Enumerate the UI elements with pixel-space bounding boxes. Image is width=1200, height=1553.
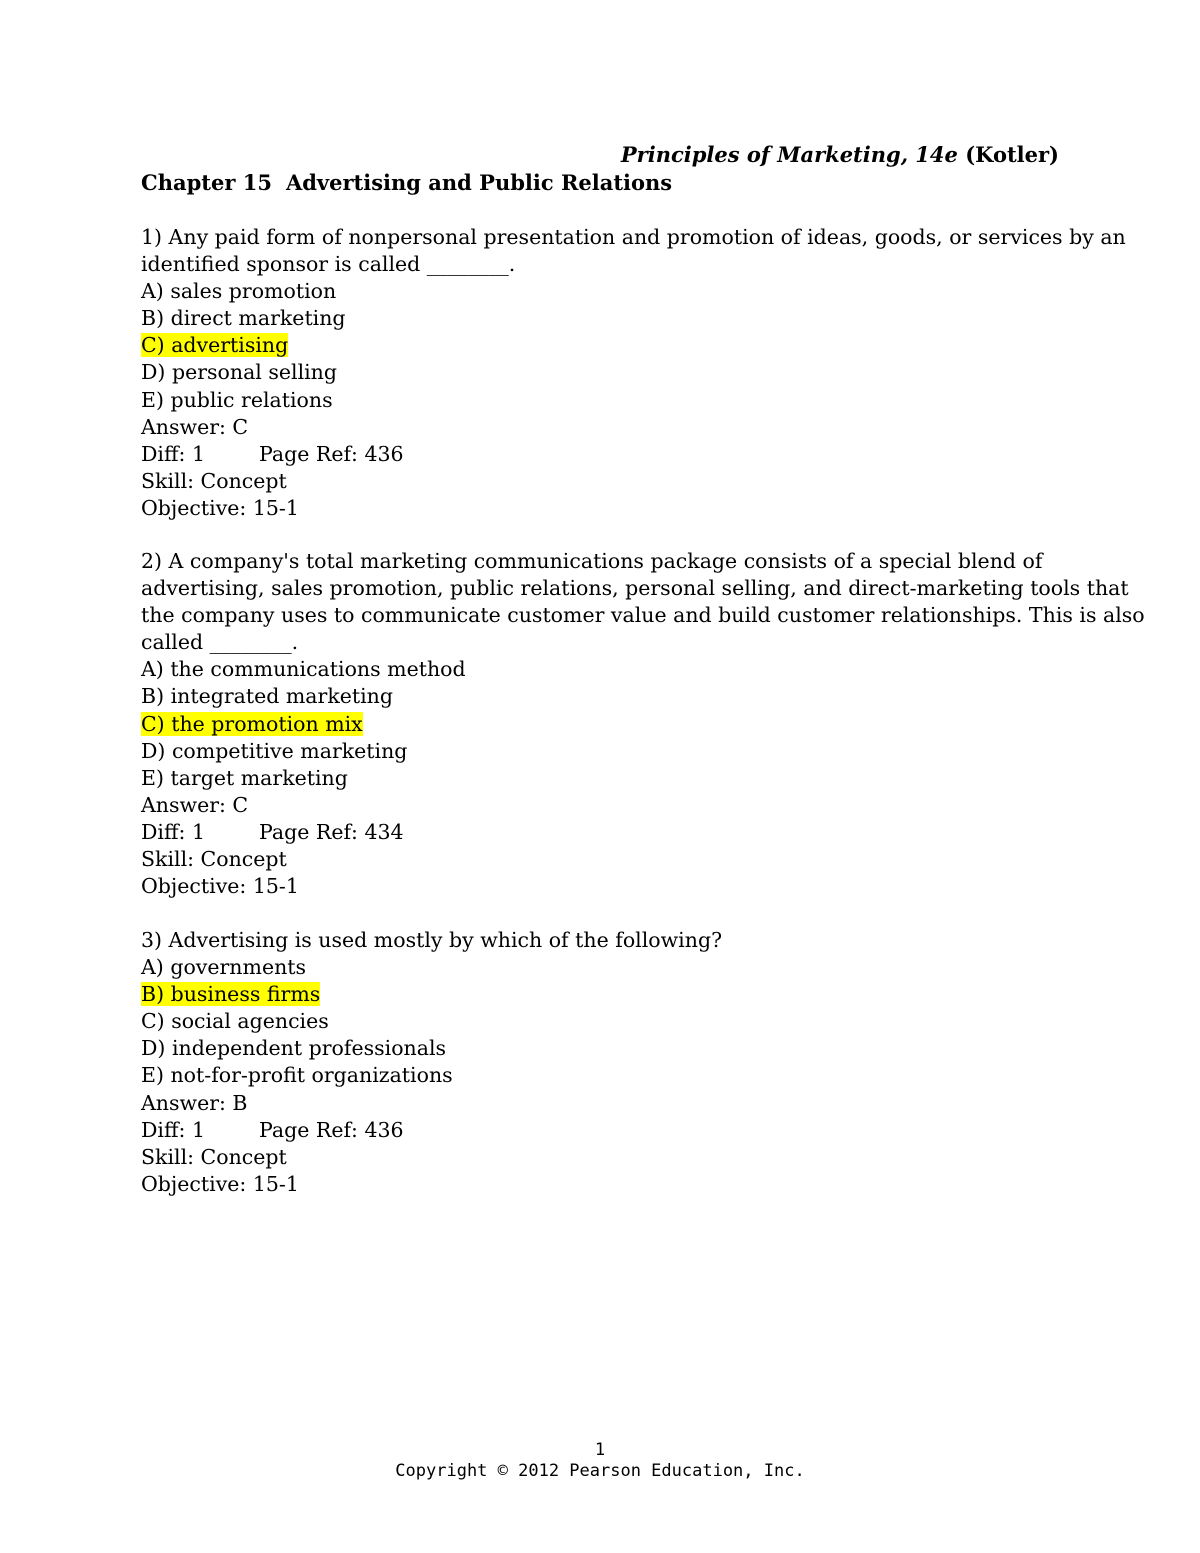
answer-option: D) personal selling — [141, 360, 338, 385]
answer-option: E) not-for-profit organizations — [141, 1063, 453, 1088]
question-stem-line: the company uses to communicate customer value and build customer relationships. This is also — [141, 603, 1145, 628]
book-title — [621, 142, 1059, 167]
question-stem-line: identified sponsor is called ________. — [141, 252, 516, 277]
answer-option: A) governments — [141, 955, 307, 980]
answer-option: A) sales promotion — [141, 279, 337, 304]
question-2 — [141, 548, 1145, 900]
answer-option-correct — [141, 711, 1061, 738]
difficulty: Diff: 1 — [141, 819, 206, 844]
difficulty-page-ref — [141, 819, 1061, 846]
chapter-title — [141, 170, 672, 195]
question-stem-line: 1) Any paid form of nonpersonal presentation and promotion of ideas, goods, or services by an — [141, 225, 1126, 249]
copyright-notice: Copyright © 2012 Pearson Education, Inc. — [395, 1461, 805, 1481]
skill: Skill: Concept — [141, 1144, 287, 1169]
page-ref: Page Ref: 434 — [259, 819, 404, 844]
chapter-name: Advertising and Public Relations — [285, 170, 673, 195]
chapter-number: Chapter 15 — [141, 170, 272, 195]
objective: Objective: 15-1 — [141, 1171, 299, 1196]
answer-option: E) target marketing — [141, 765, 348, 790]
answer-option: E) public relations — [141, 387, 333, 412]
question-stem-line: called ________. — [141, 630, 299, 655]
answer-option: D) independent professionals — [141, 1036, 447, 1061]
difficulty: Diff: 1 — [141, 441, 206, 466]
answer-key: Answer: C — [141, 414, 249, 439]
answer-key: Answer: C — [141, 792, 249, 817]
question-1 — [141, 224, 1126, 522]
answer-option: A) the communications method — [141, 657, 466, 682]
page-ref: Page Ref: 436 — [259, 1117, 404, 1142]
page-ref: Page Ref: 436 — [259, 441, 404, 466]
answer-option: B) direct marketing — [141, 306, 346, 331]
answer-option-correct — [141, 332, 1061, 359]
correct-answer-highlight: B) business firms — [141, 982, 321, 1007]
skill: Skill: Concept — [141, 468, 287, 493]
question-stem-line: advertising, sales promotion, public relations, personal selling, and direct-marketing tools that — [141, 576, 1129, 601]
skill: Skill: Concept — [141, 847, 287, 872]
difficulty-page-ref — [141, 441, 1061, 468]
question-3 — [141, 927, 1061, 1198]
difficulty-page-ref — [141, 1117, 1061, 1144]
correct-answer-highlight: C) the promotion mix — [141, 711, 363, 736]
answer-option-correct — [141, 981, 1061, 1008]
book-author: (Kotler) — [957, 142, 1059, 167]
book-title-italic: Principles of Marketing, 14e — [620, 142, 958, 167]
answer-key: Answer: B — [141, 1090, 248, 1115]
objective: Objective: 15-1 — [141, 495, 299, 520]
page-number: 1 — [594, 1440, 606, 1460]
question-stem-line: 3) Advertising is used mostly by which of the following? — [141, 928, 723, 952]
answer-option: D) competitive marketing — [141, 738, 408, 763]
answer-option: C) social agencies — [141, 1009, 329, 1034]
answer-option: B) integrated marketing — [141, 684, 393, 709]
correct-answer-highlight: C) advertising — [141, 333, 289, 358]
question-stem-line: 2) A company's total marketing communications package consists of a special blend of — [141, 549, 1043, 573]
difficulty: Diff: 1 — [141, 1117, 206, 1142]
objective: Objective: 15-1 — [141, 874, 299, 899]
